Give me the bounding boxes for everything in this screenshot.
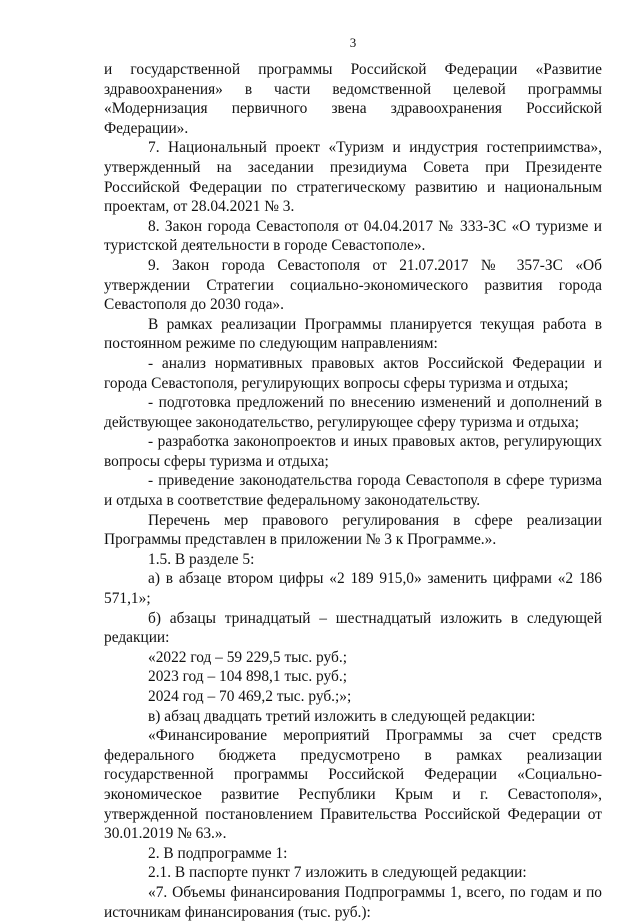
document-body [104,60,602,922]
page-number: 3 [349,35,357,50]
paragraph: «2022 год – 59 229,5 тыс. руб.; [148,648,347,666]
paragraph: а) в абзаце втором цифры «2 189 915,0» заменить цифрами «2 186 571,1»; [104,570,602,608]
paragraph: - разработка законопроектов и иных правовых актов, регулирующих вопросы сферы туризма и отдыха; [104,433,602,470]
paragraph: - анализ нормативных правовых актов Российской Федерации и города Севастополя, регулирующих вопросы сферы туризма и отдыха; [104,354,602,392]
paragraph: «7. Объемы финансирования Подпрограммы 1, всего, по годам и по источникам финансирования (тыс. руб.): [104,883,602,921]
paragraph: В рамках реализации Программы планируется текущая работа в постоянном режиме по следующим направлениям: [104,315,602,353]
paragraph: 2. В подпрограмме 1: [148,844,288,862]
paragraph: и государственной программы Российской Федерации «Развитие здравоохранения» в части ведомственной целевой программы «Модернизация первичного звена здравоохранения Российской Федерации». [104,61,602,137]
paragraph: Перечень мер правового регулирования в сфере реализации Программы представлен в приложении № 3 к Программе.». [104,511,602,549]
paragraph: 2024 год – 70 469,2 тыс. руб.;»; [148,688,352,705]
paragraph: 1.5. В разделе 5: [148,550,255,568]
paragraph: - приведение законодательства города Севастополя в сфере туризма и отдыха в соответствие федеральному законодательству. [104,472,602,510]
paragraph: 9. Закон города Севастополя от 21.07.2017 № 357-ЗС «Об утверждении Стратегии социально-экономического развития города Севастополя до 2030 года». [104,256,602,314]
paragraph: б) абзацы тринадцатый – шестнадцатый изложить в следующей редакции: [104,609,602,647]
paragraph: 2023 год – 104 898,1 тыс. руб.; [148,668,347,686]
paragraph: 8. Закон города Севастополя от 04.04.2017 № 333-ЗС «О туризме и туристской деятельности в городе Севастополе». [104,217,602,255]
paragraph: в) абзац двадцать третий изложить в следующей редакции: [148,707,536,725]
paragraph: 7. Национальный проект «Туризм и индустрия гостеприимства», утвержденный на заседании президиума Совета при Президенте Российской Федерации по стратегическому развитию и национальным проектам, от 28.04.2021 № 3. [104,139,602,216]
paragraph: - подготовка предложений по внесению изменений и дополнений в действующее законодательство, регулирующее сферу туризма и отдыха; [104,394,602,431]
paragraph: «Финансирование мероприятий Программы за счет средств федерального бюджета предусмотрено в рамках реализации государственной программы Российской Федерации «Социально-экономическое развитие Республики Крым и г. Севастополя», утвержденной постановлением Правительства Российской Федерации от 30.01.2019 № 63.». [104,727,602,843]
paragraph: 2.1. В паспорте пункт 7 изложить в следующей редакции: [148,864,527,882]
